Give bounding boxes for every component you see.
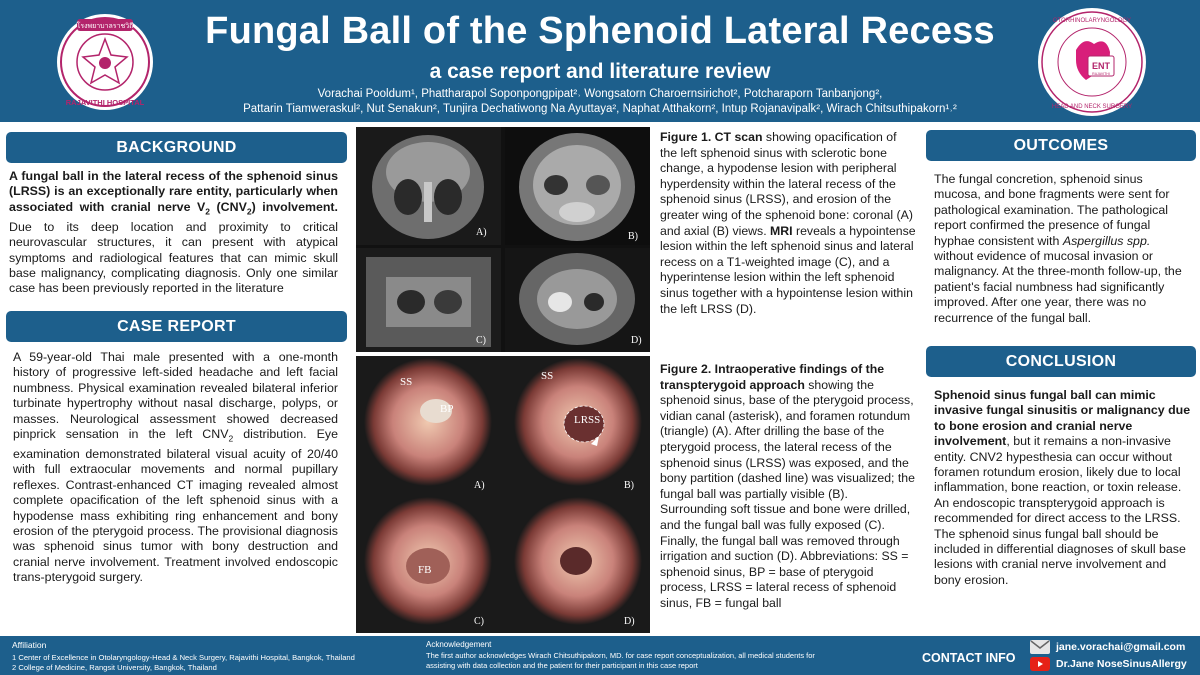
case-report-text: [13, 350, 338, 586]
conclusion-bold: Sphenoid sinus fungal ball can mimic invasive fungal sinusitis or malignancy due to bone erosion and cranial nerve involvement: [934, 388, 1191, 449]
background-sub-2: 2: [246, 206, 252, 217]
figure-2-label-b: B): [624, 480, 634, 491]
figure-1-panels: [356, 127, 650, 352]
authors-line-2: Pattarin Tiamweraskul², Nut Senakun², Tunjira Dechatiwong Na Ayuttaya², Naphat Atthakorn², Intup Rojanavipalk², Wirach Chitsuthipakorn¹˒²: [243, 103, 957, 115]
figure-2-image: [356, 356, 650, 633]
figure-1-label-a: A): [476, 227, 487, 238]
conclusion-text: [934, 388, 1192, 588]
figure-1-caption: [660, 130, 916, 317]
figure-2-label-d: D): [624, 616, 635, 627]
figure-2-label-lrss: LRSS: [574, 414, 601, 426]
figure-1-caption-title: Figure 1. CT scan: [660, 130, 763, 144]
poster-header: [0, 0, 1200, 122]
background-sub-1: 2: [205, 206, 211, 217]
youtube-channel[interactable]: Dr.Jane NoseSinusAllergy: [1056, 658, 1187, 670]
rajavithi-hospital-logo: [55, 7, 155, 117]
logo-right-ent-text: ENT: [1092, 61, 1110, 71]
figure-2-label-ss-a: SS: [400, 376, 413, 388]
background-bold-end: ) involvement.: [251, 199, 339, 214]
case-report-body-1: A 59-year-old Thai male presented with a one-month history of progressive left-sided headache and left facial numbness. Physical examination revealed bilateral inferior turbinate hypertrophy without nasal discharge, polyps, or masses. Neurological assessment showed decreased pinprick sensation in the left CNV: [13, 350, 338, 442]
youtube-contact[interactable]: [1030, 657, 1187, 671]
logo-right-top-text: OTORHINOLARYNGOLOGY: [1052, 18, 1132, 24]
outcomes-italic: Aspergillus spp.: [1062, 233, 1151, 248]
figure-2-caption: [660, 362, 916, 612]
logo-right-bottom-text: HEAD AND NECK SURGERY: [1051, 104, 1133, 110]
background-body: Due to its deep location and proximity to critical neurovascular structures, it can present with atypical symptoms and radiological features that can mimic skull base malignancy, complicating diagnosis. Only one similar case has been previously reported in the literature: [9, 219, 338, 296]
background-heading: BACKGROUND: [6, 132, 347, 163]
background-bold-intro: A fungal ball in the lateral recess of the sphenoid sinus (LRSS) is an exceptionally rare entity, particularly when associated with cranial nerve V: [9, 169, 338, 214]
background-text: [9, 169, 338, 297]
figure-2-panels: [356, 356, 650, 633]
poster-title: Fungal Ball of the Sphenoid Lateral Recess: [205, 10, 995, 52]
youtube-icon: [1030, 657, 1050, 671]
affiliation-title: Affiliation: [12, 640, 47, 650]
acknowledgement-text: The first author acknowledges Wirach Chitsuthipakorn, MD. for case report conceptualization, all medical students for assisting with data collection and the patient for their participant in this case report: [426, 651, 815, 670]
outcomes-text: [934, 172, 1192, 326]
background-bold-mid: (CNV: [210, 199, 247, 214]
case-report-body-2: distribution. Eye examination demonstrated bilateral visual acuity of 20/40 with full extraocular movements and normal pupillary reflexes. Contrast-enhanced CT imaging revealed almost complete opacification of the left sphenoid sinus with a hypodense mass exhibiting ring enhancement and bony erosion of the pterygoid process. The provisional diagnosis was sphenoid sinus tumor with bony destruction and cranial nerve involvement. Treatment involved endoscopic trans-pterygoid surgery.: [13, 427, 338, 585]
affiliation-1: 1 Center of Excellence in Otolaryngology-Head & Neck Surgery, Rajavithi Hospital, Bangkok, Thailand: [12, 653, 355, 662]
poster-subtitle: a case report and literature review: [429, 60, 771, 83]
email-address[interactable]: jane.vorachai@gmail.com: [1056, 641, 1186, 653]
figure-2-label-bp: BP: [440, 403, 454, 415]
figure-1-label-d: D): [631, 335, 642, 346]
figure-2-caption-text: showing the sphenoid sinus, base of the pterygoid process, vidian canal (asterisk), and foramen rotundum (triangle) (A). After drilling the base of the pterygoid process, the lateral recess of the sphenoid sinus (LRSS) was exposed, and the bony partition (dashed line) was visualized; the fungal ball was partially visible (B). Surrounding soft tissue and bone were drilled, and the fungal ball was fully exposed (C). Finally, the fungal ball was removed through irrigation and suction (D). Abbreviations: SS = sphenoid sinus, BP = base of pterygoid process, LRSS = lateral recess of sphenoid sinus, FB = fungal ball: [660, 377, 915, 610]
outcomes-body-1: The fungal concretion, sphenoid sinus mucosa, and bone fragments were sent for pathological examination. The pathological report confirmed the presence of fungal hyphae consistent with: [934, 172, 1170, 248]
figure-2-label-ss-b: SS: [541, 370, 554, 382]
logo-left-thai-text: โรงพยาบาลราชวิถี: [76, 22, 134, 30]
case-report-heading: CASE REPORT: [6, 311, 347, 342]
authors-line-1: Vorachai Pooldum¹, Phattharapol Soponpongpipat²˒ Wongsatorn Charoernsirichot², Potcharaporn Tanbanjong²,: [317, 88, 883, 100]
figure-1-caption-mri: MRI: [770, 223, 793, 238]
figure-2-caption-title: Figure 2. Intraoperative findings of the transpterygoid approach: [660, 362, 885, 392]
affiliation-2: 2 College of Medicine, Rangsit University, Bangkok, Thailand: [12, 663, 217, 672]
figure-2-label-fb: FB: [418, 564, 432, 576]
figure-1-label-c: C): [476, 335, 486, 346]
conclusion-heading: CONCLUSION: [926, 346, 1196, 377]
figure-1-caption-text-1: showing opacification of the left sphenoid sinus with sclerotic bone change, a hypodense lesion with peripheral hyperdensity within the lateral recess of the sphenoid sinus (LRSS), and erosion of the greater wing of the sphenoid bone: coronal (A) and axial (B) views.: [660, 130, 913, 238]
author-list: [160, 87, 1040, 117]
email-contact[interactable]: [1030, 640, 1185, 654]
ent-department-logo: [1036, 6, 1148, 118]
figure-2-label-c: C): [474, 616, 484, 627]
figure-1-caption-text-2: reveals a hypointense lesion within the left sphenoid sinus and lateral recess on a T1-weighted image (C), and a hyperintense lesion within the left sphenoid sinus together with a hypointense lesion within the left LRSS (D).: [660, 223, 916, 316]
outcomes-heading: OUTCOMES: [926, 130, 1196, 161]
contact-info-label: CONTACT INFO: [922, 651, 1016, 665]
mail-icon: [1030, 640, 1050, 654]
logo-left-english-text: RAJAVITHI HOSPITAL: [65, 98, 145, 107]
figure-1-image: [356, 127, 650, 352]
logo-right-small-text: RAJAVITHI: [1092, 72, 1110, 76]
case-report-sub: 2: [228, 433, 234, 444]
figure-2-label-a: A): [474, 480, 485, 491]
poster-footer: [0, 636, 1200, 675]
figure-1-label-b: B): [628, 231, 638, 242]
conclusion-body: , but it remains a non-invasive entity. CNV2 hypesthesia can occur without foramen rotundum erosion, likely due to local inflammation, bone reaction, or toxin release. An endoscopic transpterygoid approach is recommended for direct access to the LRSS. The sphenoid sinus fungal ball should be included in differential diagnoses of skull base lesions with cranial nerve involvement and bony erosion.: [934, 434, 1186, 587]
outcomes-body-2: without evidence of mucosal invasion or malignancy. At the three-month follow-up, the patient's facial numbness had significantly improved. After one year, there was no recurrence of the fungal ball.: [934, 249, 1182, 325]
acknowledgement-title: Acknowledgement: [426, 640, 492, 649]
